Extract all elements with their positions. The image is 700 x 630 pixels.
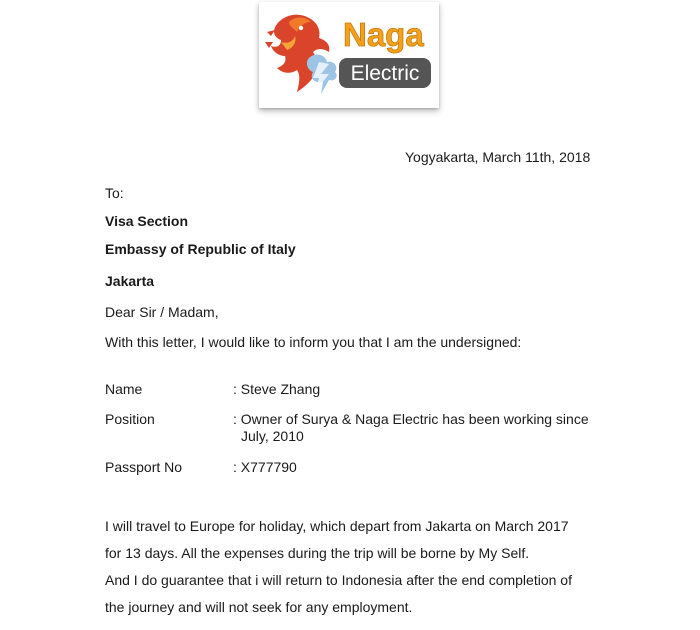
passport-value: : X777790 — [233, 459, 297, 475]
body-line-4: the journey and will not seek for any employment. — [105, 599, 413, 615]
body-line-1: I will travel to Europe for holiday, which depart from Jakarta on March 2017 — [105, 518, 569, 534]
brand-name: Naga — [343, 16, 424, 53]
recipient-city: Jakarta — [105, 273, 155, 289]
name-value: : Steve Zhang — [233, 381, 321, 397]
passport-label: Passport No — [105, 459, 183, 475]
position-value-line1: : Owner of Surya & Naga Electric has been working since — [233, 411, 589, 427]
position-value-line2: July, 2010 — [241, 428, 304, 444]
company-logo — [259, 2, 439, 108]
recipient-line2: Embassy of Republic of Italy — [105, 241, 296, 257]
to-label: To: — [105, 185, 124, 201]
name-label: Name — [105, 381, 143, 397]
salutation: Dear Sir / Madam, — [105, 304, 219, 320]
place-date: Yogyakarta, March 11th, 2018 — [405, 149, 591, 165]
body-line-2: for 13 days. All the expenses during the trip will be borne by My Self. — [105, 545, 530, 561]
body-line-3: And I do guarantee that i will return to Indonesia after the end completion of — [105, 572, 572, 588]
dragon-logo-icon — [259, 2, 439, 108]
position-label: Position — [105, 411, 155, 427]
recipient-line1: Visa Section — [105, 213, 189, 229]
brand-sub: Electric — [350, 62, 420, 85]
intro-text: With this letter, I would like to inform you that I am the undersigned: — [105, 334, 522, 350]
